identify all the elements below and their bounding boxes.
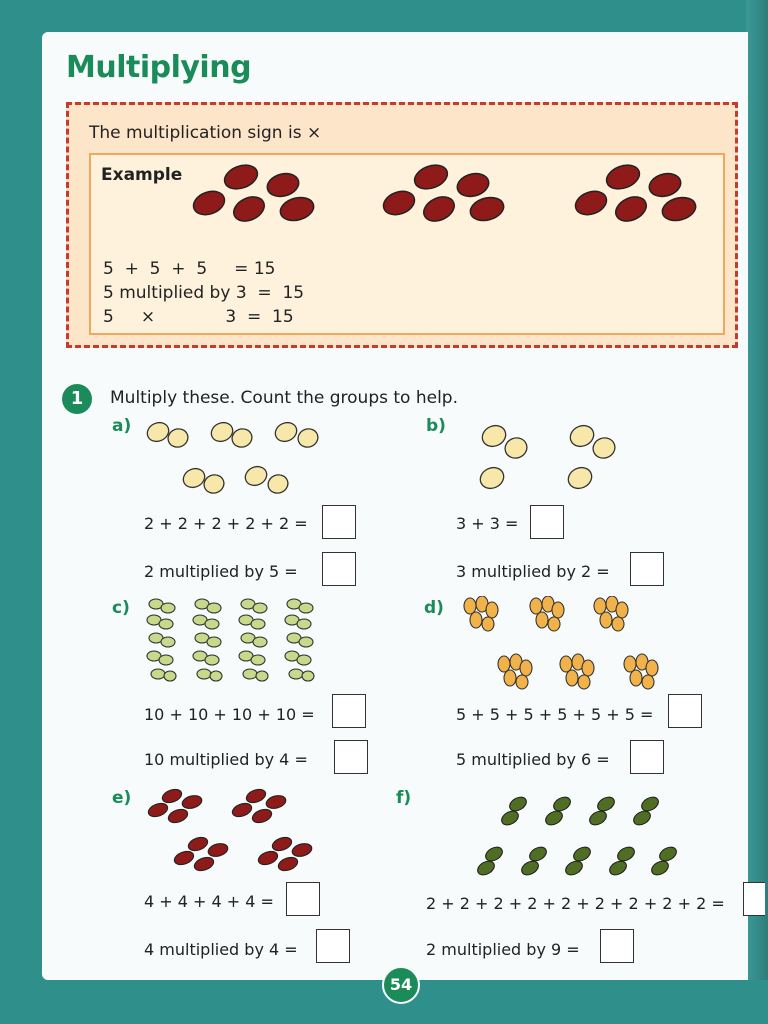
part-c-product: 10 multiplied by 4 =: [144, 750, 308, 769]
part-c-sum: 10 + 10 + 10 + 10 =: [144, 705, 315, 724]
part-d-beans: [460, 596, 666, 694]
info-line: The multiplication sign is ×: [89, 123, 322, 143]
part-a-label: a): [112, 416, 132, 436]
part-b-beans: [476, 422, 636, 494]
part-d-sum-answer-box[interactable]: [668, 694, 702, 728]
part-e-product: 4 multiplied by 4 =: [144, 940, 298, 959]
part-f-product: 2 multiplied by 9 =: [426, 940, 580, 959]
part-e-sum-answer-box[interactable]: [286, 882, 320, 916]
example-equation-words: 5 multiplied by 3 = 15: [103, 283, 305, 303]
part-e-sum: 4 + 4 + 4 + 4 =: [144, 892, 274, 911]
part-a-sum: 2 + 2 + 2 + 2 + 2 =: [144, 514, 308, 533]
part-b-product: 3 multiplied by 2 =: [456, 562, 610, 581]
part-b-label: b): [426, 416, 446, 436]
part-d-sum: 5 + 5 + 5 + 5 + 5 + 5 =: [456, 705, 654, 724]
part-d-product-answer-box[interactable]: [630, 740, 664, 774]
part-f-beans: [472, 792, 682, 878]
part-f-label: f): [396, 788, 412, 808]
part-f-sum-answer-box[interactable]: [743, 882, 765, 916]
example-bean-group-3: [572, 163, 698, 226]
part-a-product: 2 multiplied by 5 =: [144, 562, 298, 581]
part-b-sum-answer-box[interactable]: [530, 505, 564, 539]
part-b-product-answer-box[interactable]: [630, 552, 664, 586]
example-label: Example: [101, 165, 183, 185]
part-f-product-answer-box[interactable]: [600, 929, 634, 963]
part-a-beans: [144, 418, 334, 500]
part-e-product-answer-box[interactable]: [316, 929, 350, 963]
example-bean-groups: [191, 163, 721, 235]
part-d-label: d): [424, 598, 444, 618]
example-equation-symbol: 5 × 3 = 15: [103, 307, 294, 327]
part-a-sum-answer-box[interactable]: [322, 505, 356, 539]
part-c-product-answer-box[interactable]: [334, 740, 368, 774]
part-c-beans: [146, 596, 326, 684]
part-c-sum-answer-box[interactable]: [332, 694, 366, 728]
part-e-label: e): [112, 788, 132, 808]
part-c-label: c): [112, 598, 130, 618]
example-bean-group-2: [380, 163, 506, 226]
info-box: [66, 102, 738, 348]
part-f-sum: 2 + 2 + 2 + 2 + 2 + 2 + 2 + 2 + 2 =: [426, 894, 725, 913]
page-number-badge: 54: [382, 966, 420, 1004]
example-equation-addition: 5 + 5 + 5 = 15: [103, 259, 276, 279]
part-e-beans: [146, 786, 326, 876]
part-b-sum: 3 + 3 =: [456, 514, 519, 533]
example-bean-group-1: [191, 163, 316, 226]
part-d-product: 5 multiplied by 6 =: [456, 750, 610, 769]
example-box: [89, 153, 725, 335]
question-instruction: Multiply these. Count the groups to help.: [110, 388, 459, 408]
page-title: Multiplying: [66, 50, 252, 85]
question-number-badge: 1: [62, 384, 92, 414]
part-a-product-answer-box[interactable]: [322, 552, 356, 586]
book-spine: [746, 0, 768, 1024]
